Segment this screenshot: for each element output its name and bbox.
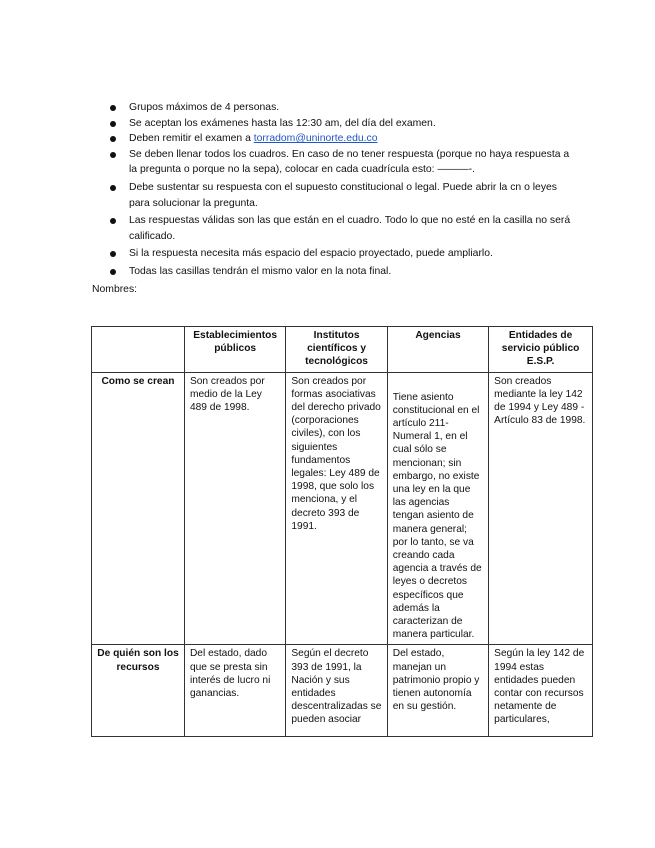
comparison-table bbox=[91, 326, 593, 737]
email-link[interactable]: torradom@uninorte.edu.co bbox=[253, 133, 378, 145]
bullet-icon bbox=[110, 152, 116, 158]
list-item: Todas las casillas tendrán el mismo valor en la nota final. bbox=[110, 264, 580, 280]
table-cell: Son creados mediante la ley 142 de 1994 y Ley 489 - Artículo 83 de 1998. bbox=[489, 372, 593, 645]
instructions-list bbox=[110, 100, 580, 280]
bullet-icon bbox=[110, 136, 116, 142]
bullet-icon bbox=[110, 105, 116, 111]
list-item: Se deben llenar todos los cuadros. En caso de no tener respuesta (porque no haya respuesta a la pregunta o porque no la sepa), colocar en cada cuadrícula esto: ———-. bbox=[110, 147, 580, 178]
bullet-icon bbox=[110, 185, 116, 191]
list-item: Se aceptan los exámenes hasta las 12:30 am, del día del examen. bbox=[110, 116, 580, 132]
bullet-icon bbox=[110, 251, 116, 257]
row-label: Como se crean bbox=[92, 372, 185, 645]
header-cell: Entidades de servicio público E.S.P. bbox=[489, 327, 593, 373]
header-cell: Establecimientos públicos bbox=[184, 327, 285, 373]
table-cell: Según la ley 142 de 1994 estas entidades pueden contar con recursos netamente de particulares, bbox=[489, 645, 593, 737]
list-item: Las respuestas válidas son las que están en el cuadro. Todo lo que no esté en la casilla no será calificado. bbox=[110, 213, 580, 244]
bullet-icon bbox=[110, 121, 116, 127]
table-cell: Del estado, dado que se presta sin interés de lucro ni ganancias. bbox=[184, 645, 285, 737]
table-row bbox=[92, 372, 593, 645]
table-cell: Son creados por medio de la Ley 489 de 1998. bbox=[184, 372, 285, 645]
table-row bbox=[92, 645, 593, 737]
table-cell: Son creados por formas asociativas del derecho privado (corporaciones civiles), con los siguientes fundamentos legales: Ley 489 de 1998, que solo los menciona, y el decreto 393 de 1991. bbox=[286, 372, 387, 645]
list-item: Debe sustentar su respuesta con el supuesto constitucional o legal. Puede abrir la cn o leyes para solucionar la pregunta. bbox=[110, 180, 580, 211]
row-label: De quién son los recursos bbox=[92, 645, 185, 737]
header-cell: Agencias bbox=[387, 327, 488, 373]
list-item: Si la respuesta necesita más espacio del espacio proyectado, puede ampliarlo. bbox=[110, 246, 580, 262]
table-cell: Del estado, manejan un patrimonio propio y tienen autonomía en su gestión. bbox=[387, 645, 488, 737]
header-cell bbox=[92, 327, 185, 373]
table-cell: Tiene asiento constitucional en el artículo 211- Numeral 1, en el cual sólo se mencionan; sin embargo, no existe una ley en la que las agencias tengan asiento de manera general; por lo tanto, se va creando cada agencia a través de leyes o decretos específicos que además la caracterizan de manera particular. bbox=[387, 372, 488, 645]
table-header-row bbox=[92, 327, 593, 373]
table-cell: Según el decreto 393 de 1991, la Nación y sus entidades descentralizadas se pueden asociar bbox=[286, 645, 387, 737]
bullet-icon bbox=[110, 269, 116, 275]
list-item: Deben remitir el examen a torradom@uninorte.edu.co bbox=[110, 131, 580, 147]
header-cell: Institutos científicos y tecnológicos bbox=[286, 327, 387, 373]
list-item: Grupos máximos de 4 personas. bbox=[110, 100, 580, 116]
nombres-label: Nombres: bbox=[92, 284, 138, 295]
bullet-icon bbox=[110, 218, 116, 224]
